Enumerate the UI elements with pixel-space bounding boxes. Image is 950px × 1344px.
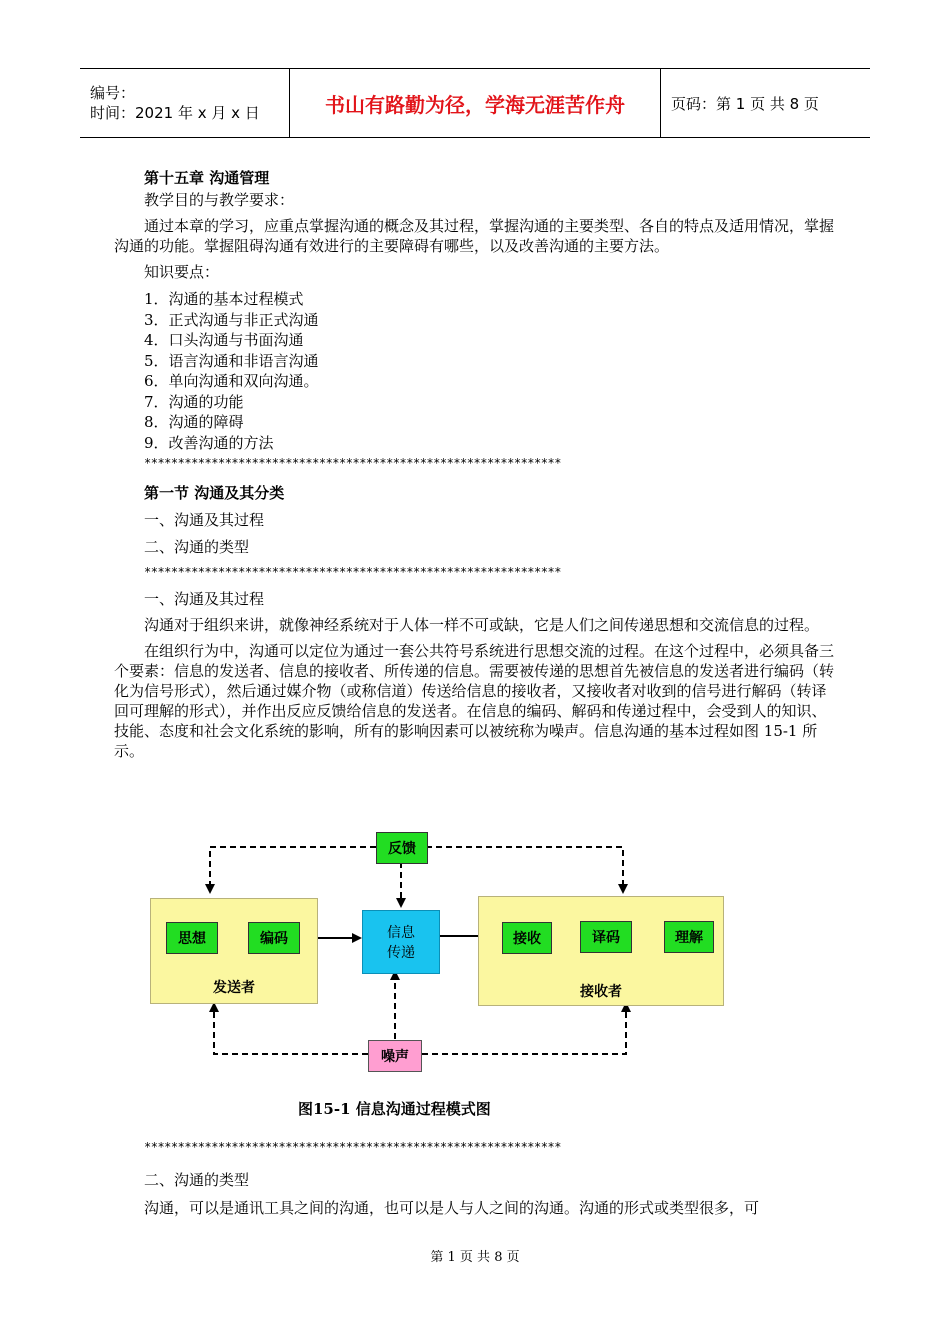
list-item: 1．沟通的基本过程模式: [144, 290, 304, 308]
list-item: 4．口头沟通与书面沟通: [144, 331, 304, 349]
document-header: [80, 68, 870, 138]
communication-process-diagram: [146, 826, 736, 1076]
header-page: 页码：第 1 页 共 8 页: [671, 94, 819, 113]
section-2: [144, 1168, 844, 1220]
key-points-list: [144, 289, 836, 453]
paragraph: 沟通对于组织来讲，就像神经系统对于人体一样不可或缺，它是人们之间传递思想和交流信息的过程。: [144, 616, 820, 634]
document-body: [114, 168, 836, 761]
sub-title: 一、沟通及其过程: [144, 590, 265, 608]
receive-box: 接收: [502, 922, 552, 954]
objectives-text: 通过本章的学习，应重点掌握沟通的概念及其过程，掌握沟通的主要类型、各自的特点及适用情况，掌握沟通的功能。掌握阻碍沟通有效进行的主要障碍有哪些，以及改善沟通的主要方法。: [114, 217, 835, 255]
figure-caption: 图15-1 信息沟通过程模式图: [298, 1100, 491, 1118]
channel-label: 传递: [387, 945, 415, 961]
number-label: 编号：: [90, 84, 136, 102]
receiver-label: 接收者: [580, 984, 622, 1000]
divider-stars: **************************************************************: [144, 456, 561, 470]
section-item: 二、沟通的类型: [144, 538, 250, 556]
divider-stars: **************************************************************: [144, 1140, 561, 1154]
channel-label: 信息: [387, 925, 415, 941]
key-points-label: 知识要点：: [144, 263, 220, 281]
list-item: 8．沟通的障碍: [144, 413, 244, 431]
list-item: 3．正式沟通与非正式沟通: [144, 310, 319, 329]
section-item: 一、沟通及其过程: [144, 511, 265, 529]
list-item: 7．沟通的功能: [144, 392, 244, 411]
paragraph: 在组织行为中，沟通可以定位为通过一套公共符号系统进行思想交流的过程。在这个过程中，必须具备三个要素：信息的发送者、信息的接收者、所传递的信息。需要被传递的思想首先被信息的发送者进行编码（转化为信号形式），然后通过媒介物（或称信道）传送给信息的接收者，又接收者对收到的信号进行解码（转译回可理解的形式），并作出反应反馈给信息的发送者。在信息的编码、解码和传递过程中，会受到人的知识、技能、态度和社会文化系统的影响，所有的影响因素可以被统称为噪声。信息沟通的基本过程如图 15-1 所示。: [114, 642, 835, 760]
sender-label: 发送者: [213, 980, 255, 996]
divider-stars: **************************************************************: [144, 565, 561, 579]
encode-box: 编码: [248, 922, 300, 954]
noise-box: 噪声: [368, 1040, 422, 1072]
paragraph: 沟通，可以是通讯工具之间的沟通，也可以是人与人之间的沟通。沟通的形式或类型很多，可: [144, 1199, 760, 1217]
list-item: 5．语言沟通和非语言沟通: [144, 351, 319, 370]
header-meta: [80, 69, 290, 137]
decode-box: 译码: [580, 921, 632, 953]
understand-box: 理解: [664, 921, 714, 953]
list-item: 6．单向沟通和双向沟通。: [144, 372, 319, 390]
header-motto: 书山有路勤为径，学海无涯苦作舟: [290, 69, 661, 137]
time-label: 时间：2021 年 x 月 x 日: [90, 104, 260, 122]
objectives-label: 教学目的与教学要求：: [144, 191, 295, 209]
list-item: 9．改善沟通的方法: [144, 433, 274, 452]
chapter-title: 第十五章 沟通管理: [144, 169, 270, 187]
section-title: 第一节 沟通及其分类: [144, 484, 285, 502]
feedback-box: 反馈: [376, 832, 428, 864]
channel-box: [362, 910, 440, 974]
page-footer: 第 1 页 共 8 页: [430, 1250, 520, 1265]
thought-box: 思想: [166, 922, 218, 954]
sub-title: 二、沟通的类型: [144, 1171, 250, 1189]
